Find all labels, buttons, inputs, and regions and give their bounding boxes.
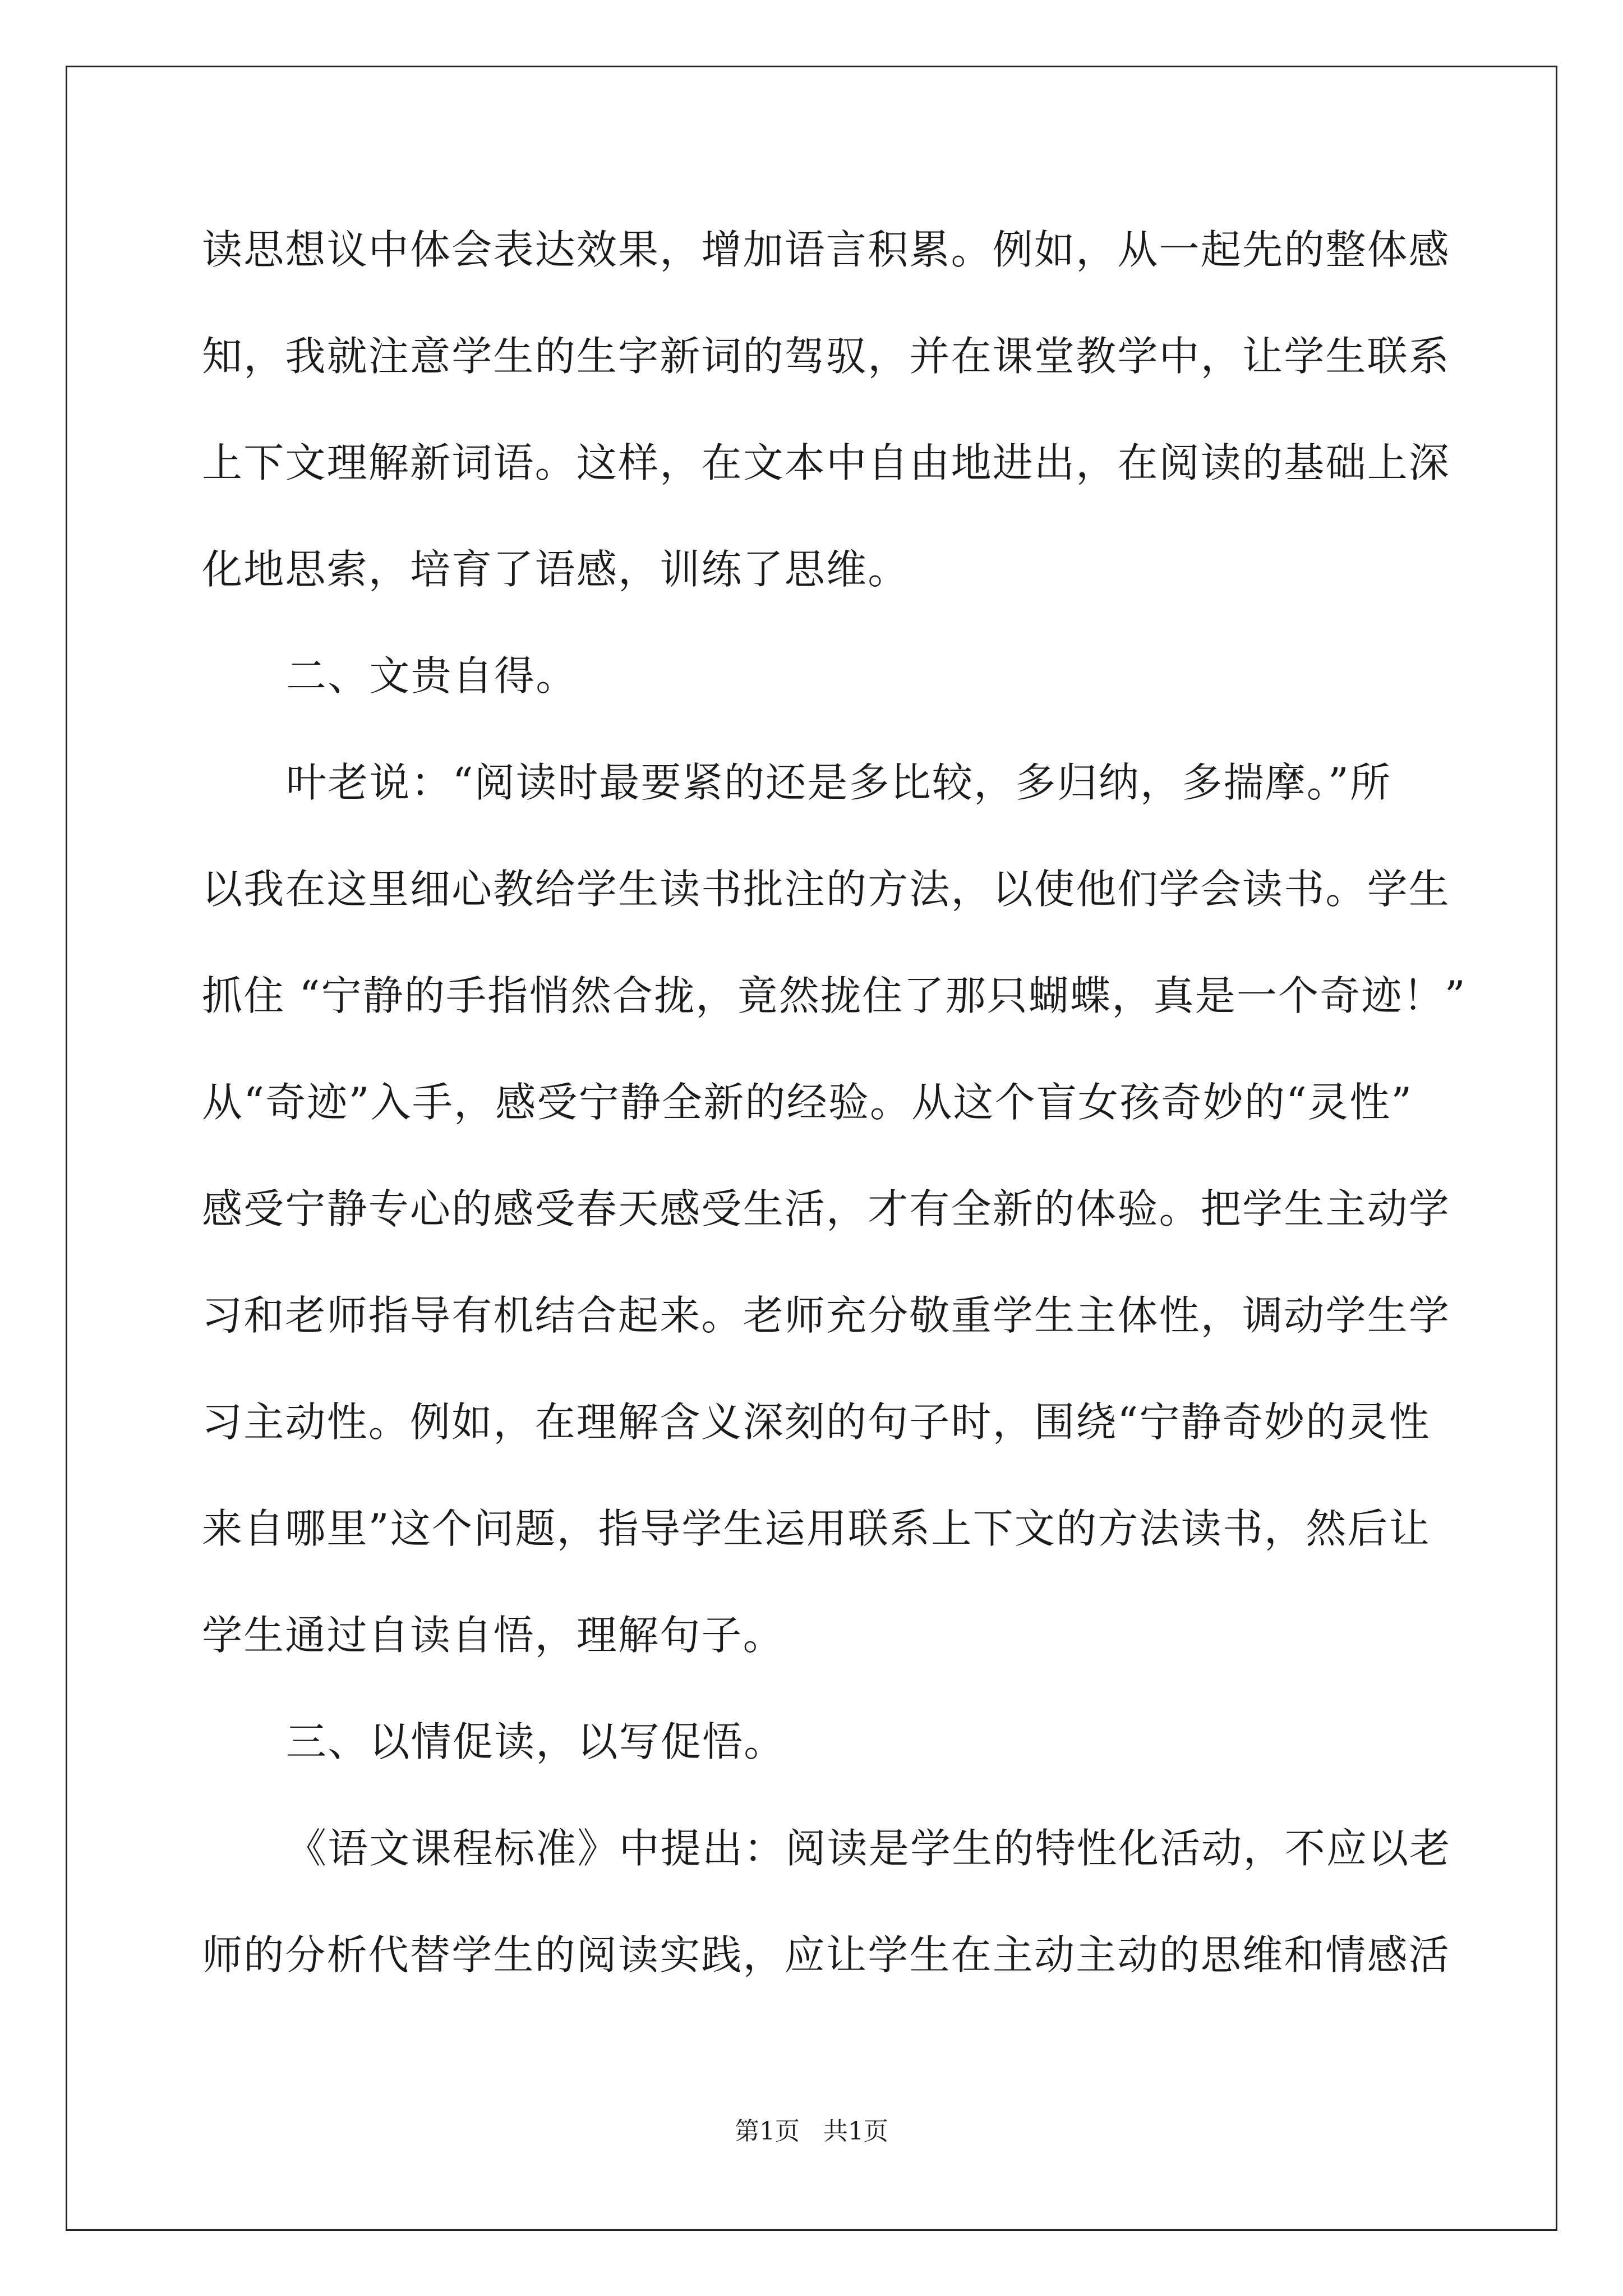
section-heading-2: 二、文贵自得。	[286, 652, 578, 700]
text-line-8: 抓住 “宁静的手指悄然合拢，竟然拢住了那只蝴蝶，真是一个奇迹！”	[202, 972, 1467, 1019]
document-body	[202, 213, 1467, 2025]
text-line-1: 读思想议中体会表达效果，增加语言积累。例如，从一起先的整体感	[202, 226, 1451, 273]
text-line-17: 师的分析代替学生的阅读实践，应让学生在主动主动的思维和情感活	[202, 1931, 1451, 1978]
text-line-7: 以我在这里细心教给学生读书批注的方法，以使他们学会读书。学生	[202, 866, 1451, 913]
text-line-12: 习主动性。例如，在理解含义深刻的句子时，围绕“宁静奇妙的灵性	[202, 1398, 1431, 1446]
section-heading-3: 三、以情促读，以写促悟。	[286, 1718, 786, 1765]
text-line-4: 化地思索，培育了语感，训练了思维。	[202, 546, 910, 593]
text-line-6: 叶老说：“阅读时最要紧的还是多比较，多归纳，多揣摩。”所	[286, 759, 1392, 806]
page-footer: 第1页 共1页	[735, 2117, 888, 2146]
text-line-9: 从“奇迹”入手，感受宁静全新的经验。从这个盲女孩奇妙的“灵性”	[202, 1079, 1413, 1126]
text-line-16: 《语文课程标准》中提出：阅读是学生的特性化活动，不应以老	[286, 1825, 1451, 1872]
text-line-13: 来自哪里”这个问题，指导学生运用联系上下文的方法读书，然后让	[202, 1505, 1431, 1552]
text-line-2: 知，我就注意学生的生字新词的驾驭，并在课堂教学中，让学生联系	[202, 333, 1451, 380]
text-line-14: 学生通过自读自悟，理解句子。	[202, 1612, 785, 1659]
text-line-11: 习和老师指导有机结合起来。老师充分敬重学生主体性，调动学生学	[202, 1292, 1451, 1339]
text-line-10: 感受宁静专心的感受春天感受生活，才有全新的体验。把学生主动学	[202, 1185, 1451, 1232]
text-line-3: 上下文理解新词语。这样，在文本中自由地进出，在阅读的基础上深	[202, 439, 1451, 486]
